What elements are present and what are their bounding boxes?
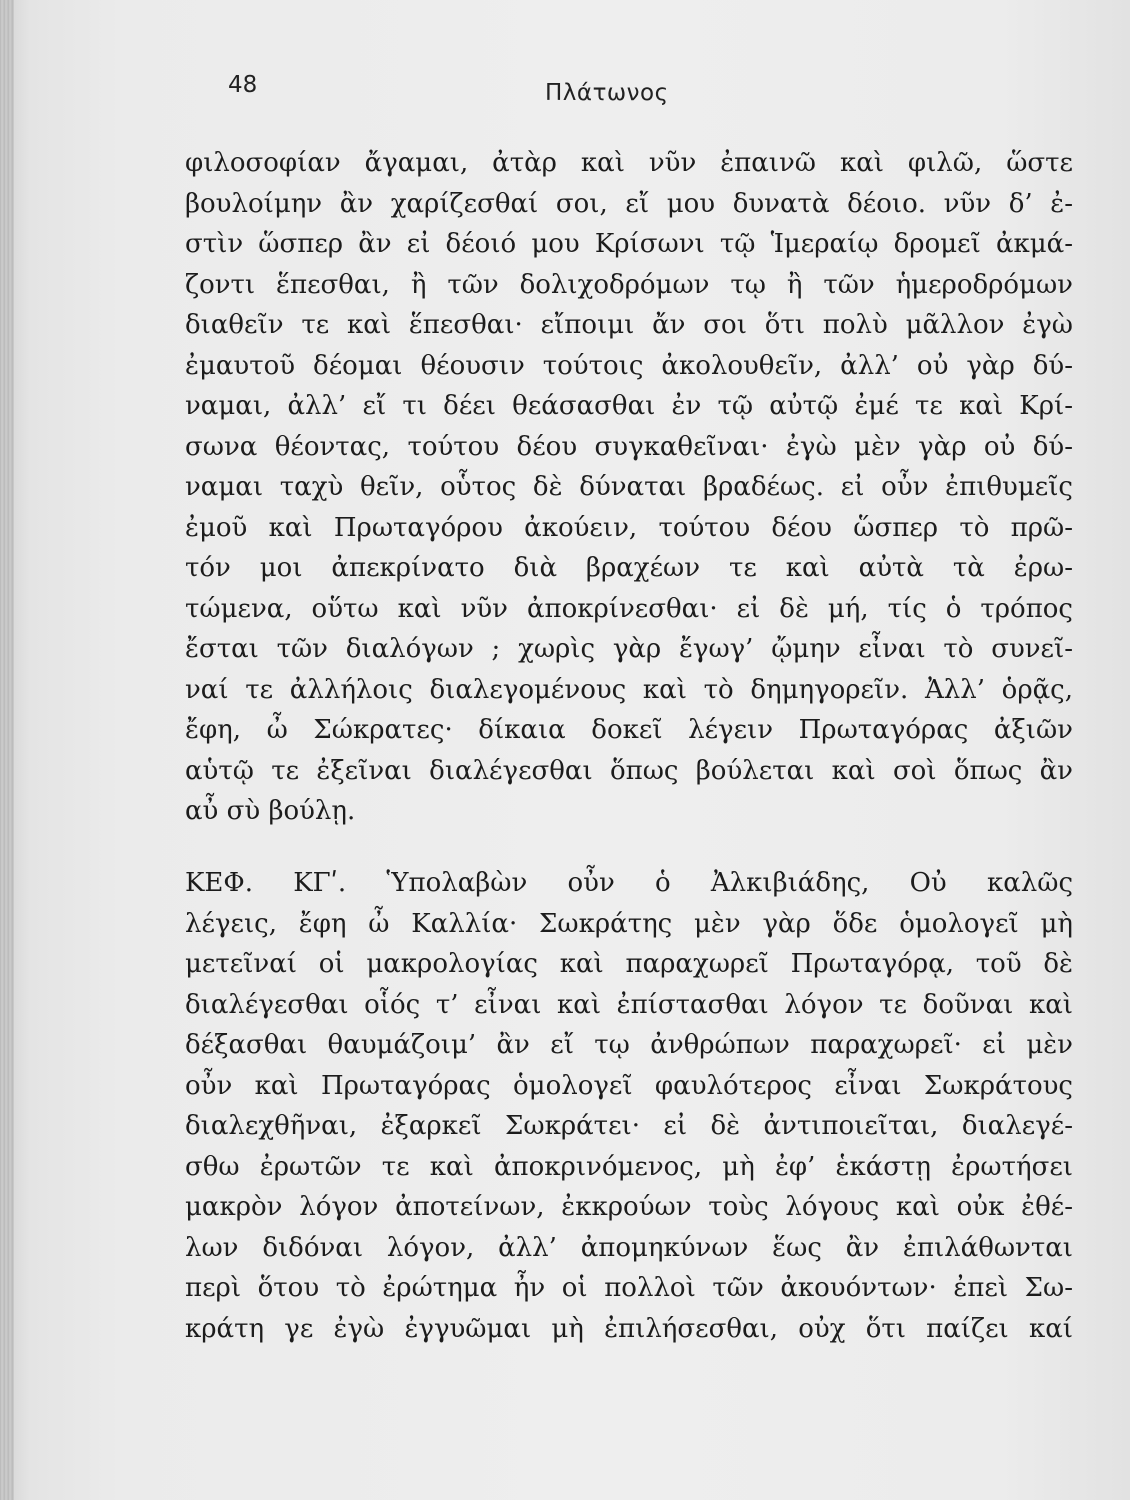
text-line: ἔφη, ὦ Σώκρατες· δίκαια δοκεῖ λέγειν Πρωταγόρας ἀξιῶν xyxy=(185,715,1073,745)
text-line: ναί τε ἀλλήλοις διαλεγομένους καὶ τὸ δημηγορεῖν. Ἀλλ’ ὁρᾷς, xyxy=(185,674,1073,705)
text-line: λων διδόναι λόγον, ἀλλ’ ἀπομηκύνων ἕως ἂν ἐπιλάθωνται xyxy=(185,1232,1073,1263)
text-line: οὖν καὶ Πρωταγόρας ὁμολογεῖ φαυλότερος εἶναι Σωκράτους xyxy=(185,1070,1073,1101)
text-line: λέγεις, ἔφη ὦ Καλλία· Σωκράτης μὲν γὰρ ὅδε ὁμολογεῖ μὴ xyxy=(185,908,1073,939)
text-line: μακρὸν λόγον ἀποτείνων, ἐκκρούων τοὺς λόγους καὶ οὐκ ἐθέ- xyxy=(185,1192,1073,1222)
text-line: ἔσται τῶν διαλόγων ; χωρὶς γὰρ ἔγωγ’ ᾤμην εἶναι τὸ συνεῖ- xyxy=(185,634,1073,664)
text-line: διαλέγεσθαι οἷός τ’ εἶναι καὶ ἐπίστασθαι λόγον τε δοῦναι καὶ xyxy=(185,989,1073,1020)
text-line: ἐμοῦ καὶ Πρωταγόρου ἀκούειν, τούτου δέου ὥσπερ τὸ πρῶ- xyxy=(185,512,1073,543)
text-line: στὶν ὥσπερ ἂν εἰ δέοιό μου Κρίσωνι τῷ Ἱμεραίῳ δρομεῖ ἀκμά- xyxy=(185,229,1073,259)
text-line: ναμαι ταχὺ θεῖν, οὗτος δὲ δύναται βραδέως. εἰ οὖν ἐπιθυμεῖς xyxy=(185,472,1073,502)
text-line: φιλοσοφίαν ἄγαμαι, ἀτὰρ καὶ νῦν ἐπαινῶ καὶ φιλῶ, ὥστε xyxy=(185,148,1073,178)
text-line: κράτη γε ἐγὼ ἐγγυῶμαι μὴ ἐπιλήσεσθαι, οὐχ ὅτι παίζει καί xyxy=(185,1313,1073,1344)
text-line: περὶ ὅτου τὸ ἐρώτημα ἦν οἱ πολλοὶ τῶν ἀκουόντων· ἐπεὶ Σω- xyxy=(185,1273,1073,1303)
text-line: μετεῖναί οἱ μακρολογίας καὶ παραχωρεῖ Πρωταγόρᾳ, τοῦ δὲ xyxy=(185,949,1073,979)
paragraph-2 xyxy=(185,863,1073,1349)
page-binding-edge xyxy=(0,0,14,1500)
text-line: ζοντι ἕπεσθαι, ἢ τῶν δολιχοδρόμων τῳ ἢ τῶν ἡμεροδρόμων xyxy=(185,269,1073,300)
text-line: διαθεῖν τε καὶ ἕπεσθαι· εἴποιμι ἄν σοι ὅτι πολὺ μᾶλλον ἐγὼ xyxy=(185,310,1073,340)
text-line: ἐμαυτοῦ δέομαι θέουσιν τούτοις ἀκολουθεῖν, ἀλλ’ οὐ γὰρ δύ- xyxy=(185,350,1073,381)
text-line: σθω ἐρωτῶν τε καὶ ἀποκρινόμενος, μὴ ἐφ’ ἑκάστῃ ἐρωτήσει xyxy=(185,1151,1073,1182)
text-line: βουλοίμην ἂν χαρίζεσθαί σοι, εἴ μου δυνατὰ δέοιο. νῦν δ’ ἐ- xyxy=(185,188,1073,219)
text-line: τώμενα, οὕτω καὶ νῦν ἀποκρίνεσθαι· εἰ δὲ μή, τίς ὁ τρόπος xyxy=(185,593,1073,624)
text-line: τόν μοι ἀπεκρίνατο διὰ βραχέων τε καὶ αὐτὰ τὰ ἐρω- xyxy=(185,553,1073,583)
paragraph-1 xyxy=(185,143,1073,832)
text-line: αὑτῷ τε ἐξεῖναι διαλέγεσθαι ὅπως βούλεται καὶ σοὶ ὅπως ἂν xyxy=(185,755,1073,786)
text-line: αὖ σὺ βούλῃ. xyxy=(185,796,356,826)
text-line: σωνα θέοντας, τούτου δέου συγκαθεῖναι· ἐγὼ μὲν γὰρ οὐ δύ- xyxy=(185,431,1073,462)
text-line: ναμαι, ἀλλ’ εἴ τι δέει θεάσασθαι ἐν τῷ αὐτῷ ἐμέ τε καὶ Κρί- xyxy=(185,391,1073,421)
text-line: δέξασθαι θαυμάζοιμ’ ἂν εἴ τῳ ἀνθρώπων παραχωρεῖ· εἰ μὲν xyxy=(185,1030,1073,1060)
running-title: Πλάτωνος xyxy=(545,80,669,106)
page-number: 48 xyxy=(228,72,258,98)
chapter-heading-line: ΚΕΦ. ΚΓʹ. Ὑπολαβὼν οὖν ὁ Ἀλκιβιάδης, Οὐ καλῶς xyxy=(185,868,1073,898)
text-line: διαλεχθῆναι, ἐξαρκεῖ Σωκράτει· εἰ δὲ ἀντιποιεῖται, διαλεγέ- xyxy=(185,1111,1073,1141)
